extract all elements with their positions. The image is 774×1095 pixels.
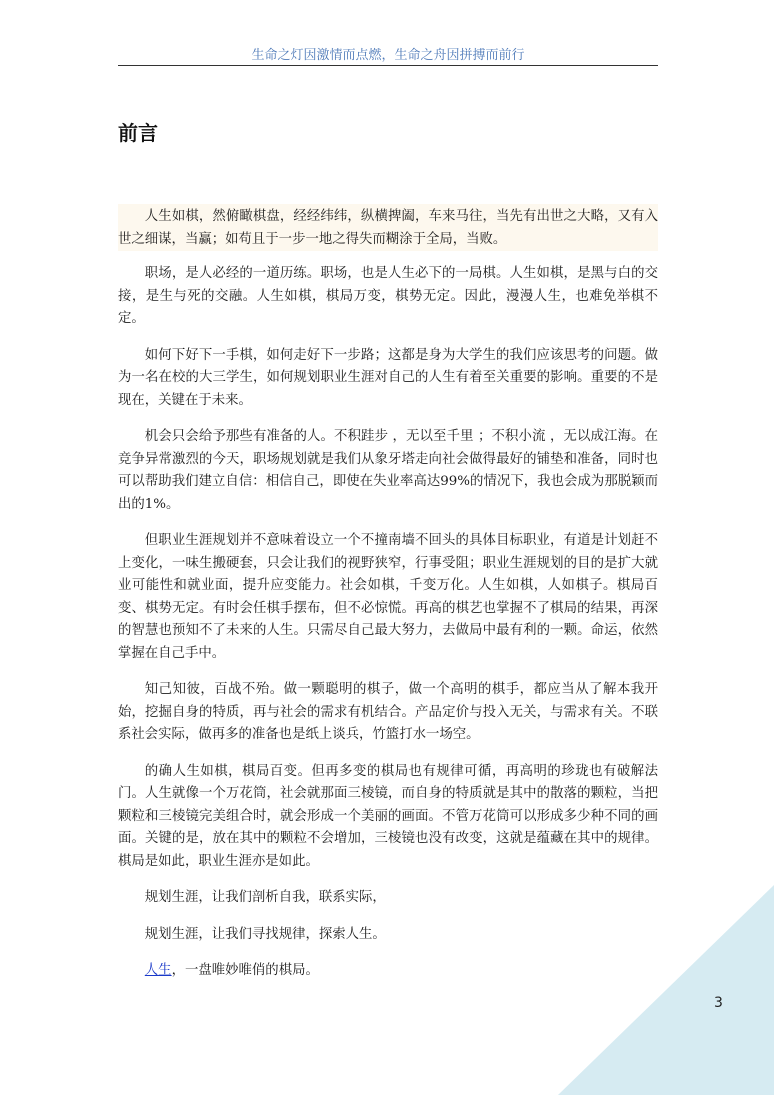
page-number: 3: [714, 995, 723, 1011]
page-title: 前言: [118, 121, 158, 145]
corner-decoration: [558, 885, 774, 1095]
header-divider: [118, 65, 658, 66]
closing-text: ，一盘唯妙唯俏的棋局。: [171, 963, 319, 978]
paragraph: 职场，是人必经的一道历练。职场，也是人生必下的一局棋。人生如棋，是黑与白的交接，是生与死的交融。人生如棋，棋局万变，棋势无定。因此，漫漫人生，也难免举棋不定。: [118, 266, 658, 326]
paragraph: 规划生涯，让我们剖析自我，联系实际，: [144, 890, 386, 905]
paragraph: 知己知彼，百战不殆。做一颗聪明的棋子，做一个高明的棋手，都应当从了解本我开始，挖掘自身的特质，再与社会的需求有机结合。产品定价与投入无关，与需求有关。不联系社会实际，做再多的准备也是纸上谈兵，竹篮打水一场空。: [118, 682, 658, 742]
document-body: [118, 204, 658, 997]
paragraph: 规划生涯，让我们寻找规律，探索人生。: [144, 926, 386, 942]
paragraph: 机会只会给予那些有准备的人。不积跬步 ，无以至千里 ；不积小流 ，无以成江海。在竞争异常激烈的今天，职场规划就是我们从象牙塔走向社会做得最好的铺垫和准备，同时也可以帮助我们建立自信：相信自己，即使在失业率高达99%的情况下，我也会成为那脱颖而出的1%。: [118, 429, 658, 512]
paragraph: 人生如棋，然俯瞰棋盘，经经纬纬，纵横捭阖，车来马往，当先有出世之大略，又有入世之细谋，当赢；如苟且于一步一地之得失而糊涂于全局，当败。: [118, 204, 658, 251]
paragraph: 的确人生如棋，棋局百变。但再多变的棋局也有规律可循，再高明的珍珑也有破解法门。人生就像一个万花筒，社会就那面三棱镜，而自身的特质就是其中的散落的颗粒，当把颗粒和三棱镜完美组合时，就会形成一个美丽的画面。不管万花筒可以形成多少种不同的画面。关键的是，放在其中的颗粒不会增加，三棱镜也没有改变，这就是蕴藏在其中的规律。棋局是如此，职业生涯亦是如此。: [118, 763, 658, 869]
paragraph: 但职业生涯规划并不意味着设立一个不撞南墙不回头的具体目标职业，有道是计划赶不上变化，一味生搬硬套，只会让我们的视野狭窄，行事受阻；职业生涯规划的目的是扩大就业可能性和就业面，提升应变能力。社会如棋，千变万化。人生如棋，人如棋子。棋局百变、棋势无定。有时会任棋手摆布，但不必惊慌。再高的棋艺也掌握不了棋局的结果，再深的智慧也预知不了未来的人生。只需尽自己最大努力，去做局中最有利的一颗。命运，依然掌握在自己手中。: [118, 533, 658, 661]
corner-triangle: [558, 885, 774, 1095]
paragraph: 如何下好下一手棋，如何走好下一步路；这都是身为大学生的我们应该思考的问题。做为一名在校的大三学生，如何规划职业生涯对自己的人生有着至关重要的影响。重要的不是现在，关键在于未来。: [118, 347, 658, 408]
running-header: 生命之灯因激情而点燃，生命之舟因拼搏而前行: [251, 48, 525, 63]
life-link[interactable]: 人生: [144, 963, 172, 978]
